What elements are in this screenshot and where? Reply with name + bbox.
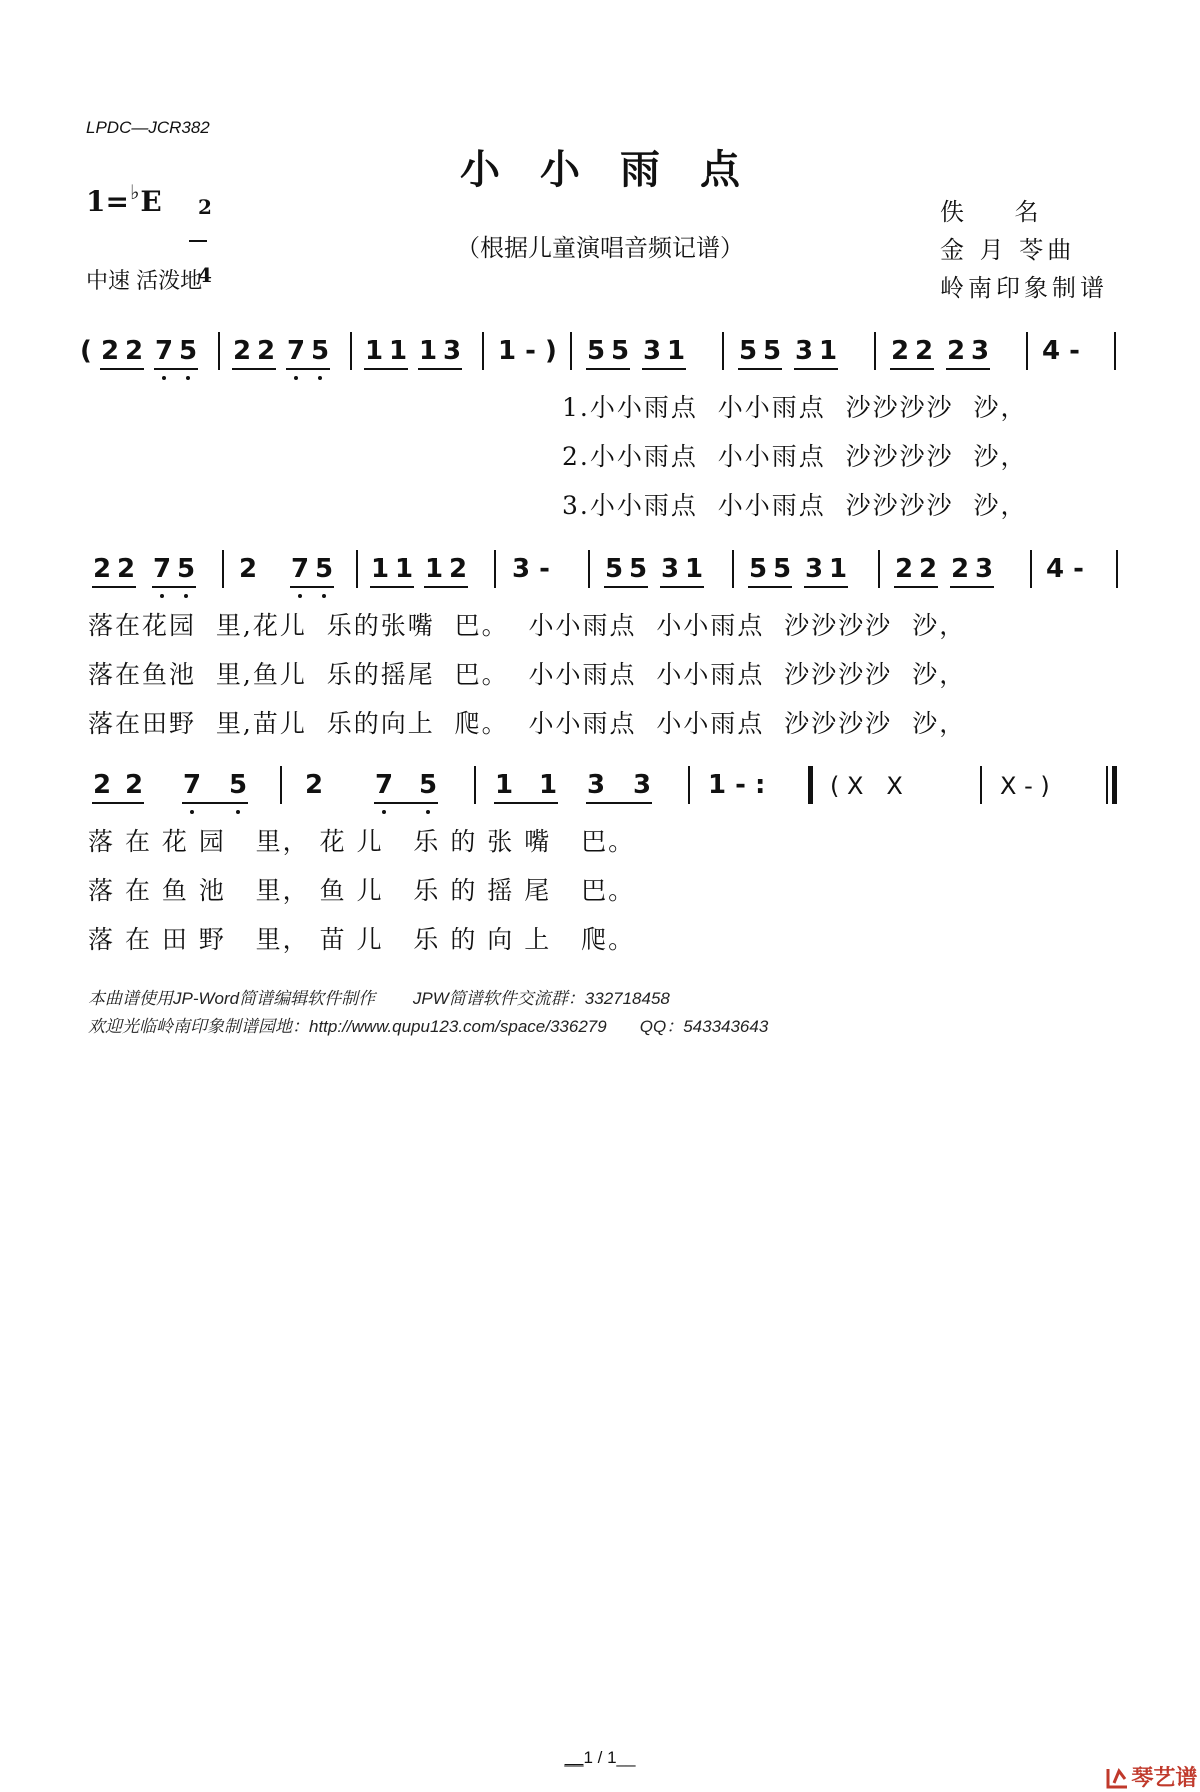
measure-1-dash-paren: 1 - )	[498, 336, 557, 366]
lyric-row1-verse2: 2.小小雨点 小小雨点 沙沙沙沙 沙，	[562, 442, 1028, 471]
note: 5	[762, 336, 782, 366]
key-note: E	[140, 185, 162, 218]
note: 1	[364, 336, 384, 366]
barline	[1116, 550, 1118, 588]
beam	[286, 368, 330, 370]
low-dot	[426, 810, 430, 814]
beam	[152, 586, 196, 588]
note: 1	[370, 554, 390, 584]
beam	[794, 368, 838, 370]
note: 3	[586, 770, 606, 800]
note: 2	[100, 336, 120, 366]
note: 1	[394, 554, 414, 584]
low-dot	[298, 594, 302, 598]
low-dot	[186, 376, 190, 380]
note: 2	[918, 554, 938, 584]
beam	[604, 586, 648, 588]
song-title: 小小雨点	[460, 146, 780, 193]
note: 2	[238, 554, 258, 584]
note: 1	[418, 336, 438, 366]
paren-open: (	[80, 336, 92, 366]
beam	[586, 368, 630, 370]
note: 7	[182, 770, 202, 800]
note: 2	[124, 770, 144, 800]
low-dot	[382, 810, 386, 814]
note: 2	[232, 336, 252, 366]
lyric-row3-verse1: 落 在 花 园 里， 花 儿 乐 的 张 嘴 巴。	[88, 827, 636, 856]
lyric-row2-verse2: 落在鱼池 里,鱼儿 乐的摇尾 巴。 小小雨点 小小雨点 沙沙沙沙 沙，	[88, 660, 967, 689]
beam	[660, 586, 704, 588]
note: 3	[642, 336, 662, 366]
flat-icon: ♭	[129, 180, 140, 204]
barline	[1106, 766, 1108, 804]
beam	[738, 368, 782, 370]
lyricist-credit: 佚 名	[940, 198, 1043, 226]
beam	[494, 802, 558, 804]
note: 1	[388, 336, 408, 366]
note-with-dash: 3 -	[512, 554, 550, 584]
note: 7	[152, 554, 172, 584]
song-subtitle: （根据儿童演唱音频记谱）	[456, 234, 744, 262]
key-label: 1=	[86, 185, 129, 218]
note: 2	[92, 770, 112, 800]
beam	[232, 368, 276, 370]
low-dot	[236, 810, 240, 814]
note: 1	[538, 770, 558, 800]
barline	[980, 766, 982, 804]
barline	[350, 332, 352, 370]
lyric-row3-verse2: 落 在 鱼 池 里， 鱼 儿 乐 的 摇 尾 巴。	[88, 876, 636, 905]
beam	[642, 368, 686, 370]
low-dot	[294, 376, 298, 380]
barline	[474, 766, 476, 804]
note: 5	[772, 554, 792, 584]
note: 2	[914, 336, 934, 366]
beam	[92, 586, 136, 588]
note: 5	[586, 336, 606, 366]
barline	[1030, 550, 1032, 588]
note: 1	[828, 554, 848, 584]
beam	[182, 802, 248, 804]
barline	[1114, 332, 1116, 370]
note: 5	[604, 554, 624, 584]
note: 5	[610, 336, 630, 366]
note: 3	[632, 770, 652, 800]
note: 2	[304, 770, 324, 800]
composer-credit: 金 月 苓曲	[940, 236, 1076, 264]
barline	[482, 332, 484, 370]
note: 3	[442, 336, 462, 366]
note-with-dash: 4 -	[1046, 554, 1084, 584]
lyric-row1-verse3: 3.小小雨点 小小雨点 沙沙沙沙 沙，	[562, 491, 1028, 520]
barline	[280, 766, 282, 804]
score-code: LPDC—JCR382	[86, 118, 210, 137]
low-dot	[160, 594, 164, 598]
barline	[222, 550, 224, 588]
note: 2	[448, 554, 468, 584]
time-top: 2	[197, 195, 212, 219]
beam	[418, 368, 462, 370]
note: 3	[804, 554, 824, 584]
final-note-repeat: 1 - :	[708, 770, 766, 800]
note: 2	[890, 336, 910, 366]
note: 2	[950, 554, 970, 584]
note: 2	[92, 554, 112, 584]
beam	[424, 586, 468, 588]
beam	[804, 586, 848, 588]
low-dot	[322, 594, 326, 598]
tempo-marking: 中速 活泼地	[86, 268, 203, 293]
barline	[1026, 332, 1028, 370]
note: 5	[228, 770, 248, 800]
beam	[586, 802, 652, 804]
note: 1	[818, 336, 838, 366]
low-dot	[190, 810, 194, 814]
barline	[218, 332, 220, 370]
lyric-row3-verse3: 落 在 田 野 里， 苗 儿 乐 的 向 上 爬。	[88, 925, 636, 954]
note: 5	[418, 770, 438, 800]
rhythm-x: ( X X	[830, 772, 903, 800]
note: 3	[974, 554, 994, 584]
low-dot	[162, 376, 166, 380]
lyric-row1-verse1: 1.小小雨点 小小雨点 沙沙沙沙 沙，	[562, 393, 1028, 422]
note: 2	[124, 336, 144, 366]
beam	[364, 368, 408, 370]
note: 1	[494, 770, 514, 800]
time-bottom: 4	[197, 263, 212, 287]
note: 1	[684, 554, 704, 584]
note: 5	[748, 554, 768, 584]
barline	[732, 550, 734, 588]
site-logo	[1090, 1736, 1197, 1792]
beam	[374, 802, 438, 804]
beam	[894, 586, 938, 588]
footer-line-1: 本曲谱使用JP-Word简谱编辑软件制作 JPW简谱软件交流群：332718458	[88, 989, 670, 1008]
note: 3	[794, 336, 814, 366]
logo-text: 琴艺谱	[1131, 1766, 1198, 1791]
rhythm-x-end: X - )	[1000, 772, 1050, 800]
note: 5	[628, 554, 648, 584]
note: 5	[176, 554, 196, 584]
arranger-credit: 岭南印象制谱	[940, 274, 1108, 302]
barline	[878, 550, 880, 588]
barline	[356, 550, 358, 588]
beam	[748, 586, 792, 588]
final-barline	[1112, 766, 1117, 804]
note: 2	[116, 554, 136, 584]
note: 5	[310, 336, 330, 366]
page-number-text: 1 / 1	[583, 1748, 617, 1767]
lyric-row2-verse3: 落在田野 里,苗儿 乐的向上 爬。 小小雨点 小小雨点 沙沙沙沙 沙，	[88, 709, 967, 738]
note: 7	[290, 554, 310, 584]
note: 5	[314, 554, 334, 584]
note: 7	[154, 336, 174, 366]
note: 5	[178, 336, 198, 366]
note: 5	[738, 336, 758, 366]
beam	[100, 368, 144, 370]
low-dot	[318, 376, 322, 380]
repeat-barline	[808, 766, 813, 804]
beam	[946, 368, 990, 370]
barline	[688, 766, 690, 804]
barline	[874, 332, 876, 370]
logo-icon	[1105, 1765, 1131, 1791]
note: 7	[374, 770, 394, 800]
barline	[494, 550, 496, 588]
low-dot	[184, 594, 188, 598]
note: 2	[894, 554, 914, 584]
key-signature	[86, 180, 162, 218]
note: 1	[666, 336, 686, 366]
beam	[92, 802, 144, 804]
note-with-dash: 4 -	[1042, 336, 1080, 366]
note: 3	[970, 336, 990, 366]
note: 2	[256, 336, 276, 366]
footer-line-2: 欢迎光临岭南印象制谱园地：http://www.qupu123.com/space/336279 QQ：543343643	[88, 1017, 769, 1036]
barline	[570, 332, 572, 370]
beam	[154, 368, 198, 370]
lyric-row2-verse1: 落在花园 里,花儿 乐的张嘴 巴。 小小雨点 小小雨点 沙沙沙沙 沙，	[88, 611, 967, 640]
note: 2	[946, 336, 966, 366]
note: 3	[660, 554, 680, 584]
beam	[370, 586, 414, 588]
note: 7	[286, 336, 306, 366]
barline	[722, 332, 724, 370]
barline	[588, 550, 590, 588]
beam	[290, 586, 334, 588]
beam	[890, 368, 934, 370]
beam	[950, 586, 994, 588]
note: 1	[424, 554, 444, 584]
page-number: __1 / 1__	[564, 1748, 636, 1767]
